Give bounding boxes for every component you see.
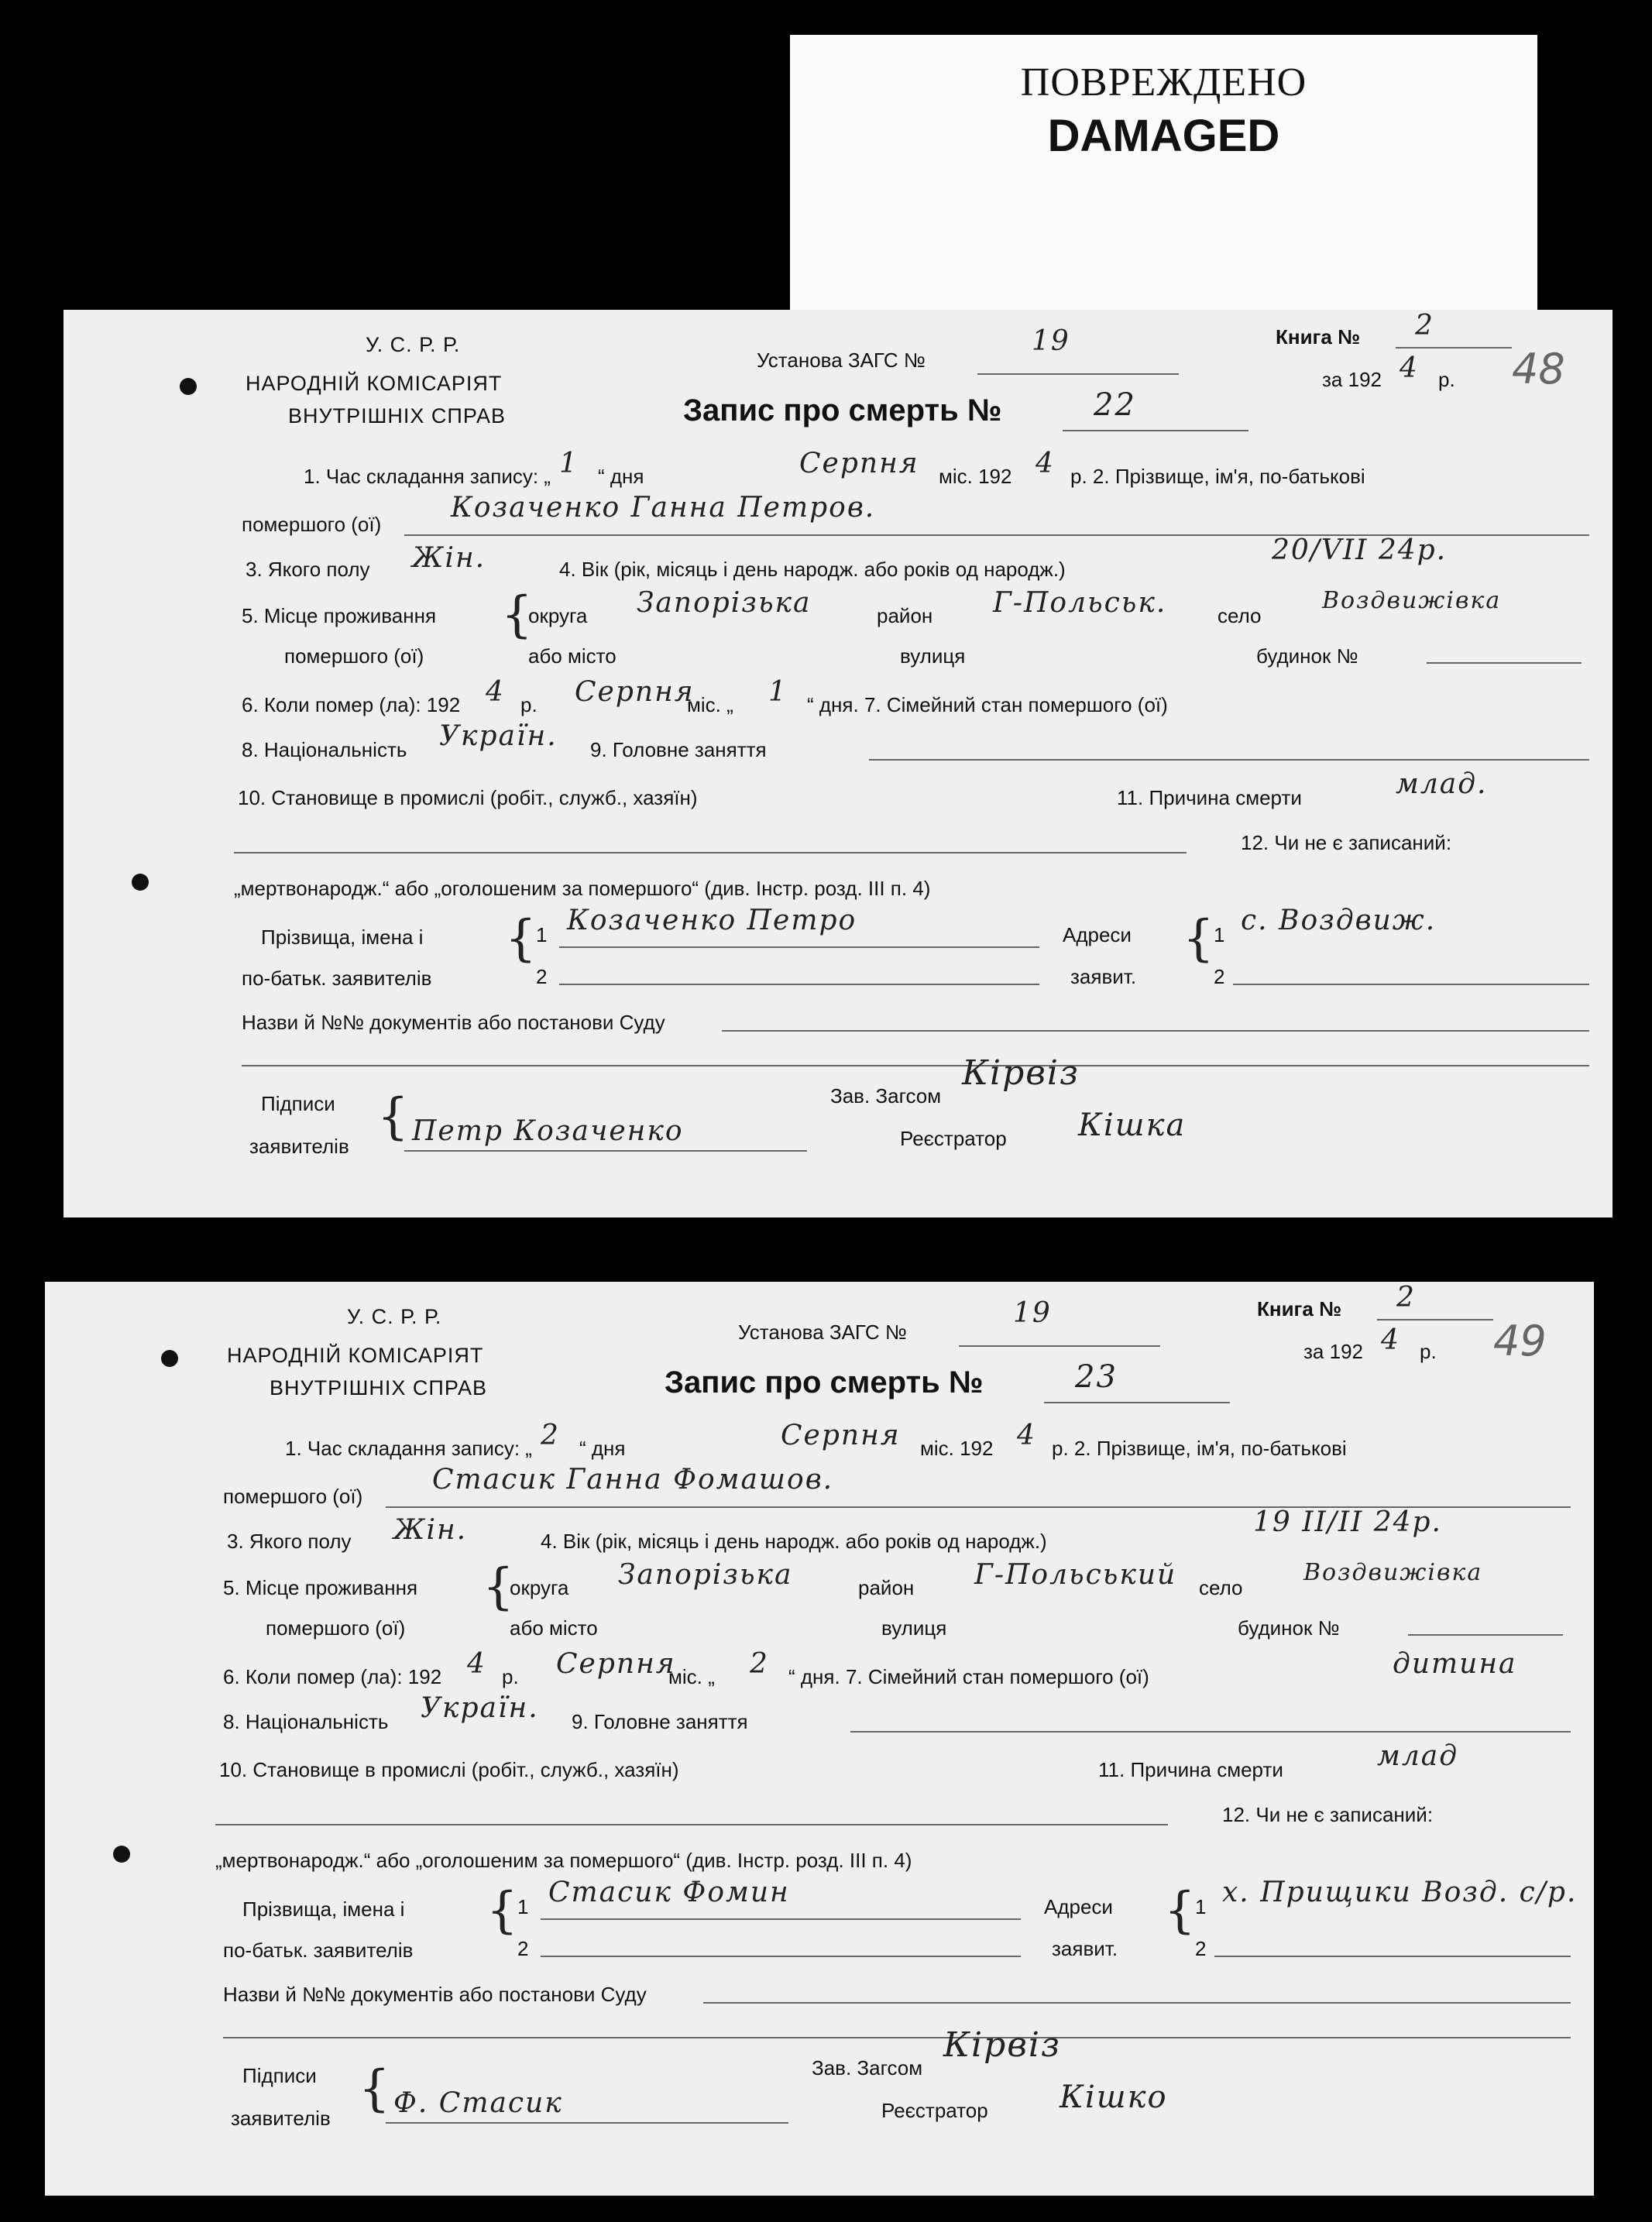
brace: {: [505, 910, 537, 967]
field-label: Реєстратор: [900, 1127, 1007, 1150]
field-label: 1: [536, 923, 548, 946]
brace: {: [359, 2060, 390, 2117]
field-label: р. 2. Прізвище, ім'я, по-батькові: [1070, 465, 1365, 488]
death-cause: млад: [1377, 1740, 1459, 1772]
commissariat-label: НАРОДНІЙ КОМІСАРІЯТ: [246, 372, 503, 395]
underline: [1396, 347, 1512, 349]
book-label: Книга №: [1276, 325, 1361, 349]
field-label: 5. Місце проживання: [242, 604, 437, 627]
field-label: 11. Причина смерти: [1117, 786, 1302, 809]
field-label: район: [877, 604, 933, 627]
field-label: село: [1218, 604, 1262, 627]
year-label: за 192: [1322, 368, 1382, 391]
underline: [541, 1956, 1021, 1957]
field-label: 10. Становище в промислі (робіт., служб., хазяїн): [219, 1758, 679, 1781]
field-label: Назви й №№ документів або постанови Суду: [223, 1983, 647, 2006]
zags-value: 19: [1032, 325, 1070, 357]
punch-hole: [132, 874, 149, 891]
field-label: 1. Час складання запису: „: [285, 1437, 532, 1460]
field-label: вулиця: [881, 1616, 947, 1640]
record-day: 2: [541, 1420, 560, 1451]
field-label: заявит.: [1070, 965, 1137, 988]
age-value: 20/VII 24р.: [1272, 534, 1448, 566]
underline: [1427, 662, 1582, 664]
underline: [541, 1918, 1021, 1920]
death-month: Серпня: [556, 1648, 676, 1680]
field-label: помершого (ої): [266, 1616, 406, 1640]
age-value: 19 II/II 24р.: [1253, 1506, 1443, 1538]
record-month: Серпня: [799, 448, 919, 479]
applicant-address: х. Прищики Возд. с/р.: [1222, 1877, 1578, 1908]
book-value: 2: [1396, 1282, 1416, 1314]
selo-value: Воздвижівка: [1322, 587, 1502, 614]
year-suffix: р.: [1420, 1340, 1437, 1363]
death-day: 2: [750, 1648, 769, 1680]
field-label: міс. 192: [939, 465, 1012, 488]
registrar-signature: Кішка: [1078, 1108, 1187, 1143]
applicant-address: с. Воздвиж.: [1241, 905, 1437, 936]
underline: [404, 1150, 807, 1152]
field-label: по-батьк. заявителів: [223, 1939, 414, 1962]
field-label: заявителів: [231, 2107, 331, 2130]
field-label: 3. Якого полу: [246, 558, 370, 581]
selo-value: Воздвижівка: [1303, 1559, 1483, 1586]
field-label: помершого (ої): [223, 1485, 363, 1508]
field-label: будинок №: [1238, 1616, 1340, 1640]
field-label: “ дня. 7. Сімейний стан помершого (ої): [807, 693, 1168, 716]
death-day: 1: [768, 676, 788, 708]
underline: [242, 1065, 1589, 1066]
field-label: 11. Причина смерти: [1098, 1758, 1283, 1781]
field-label: міс. „: [687, 693, 733, 716]
record-number: 23: [1075, 1359, 1118, 1395]
field-label: міс. „: [668, 1665, 715, 1688]
underline: [977, 373, 1179, 375]
field-label: помершого (ої): [284, 644, 424, 668]
death-month: Серпня: [575, 676, 695, 708]
field-label: 8. Національність: [242, 738, 407, 761]
field-label: Зав. Загсом: [812, 2056, 923, 2079]
applicant-name: Стасик Фомин: [548, 1877, 790, 1908]
field-label: р. 2. Прізвище, ім'я, по-батькові: [1052, 1437, 1347, 1460]
field-label: округа: [528, 604, 588, 627]
applicant-signature: Ф. Стасик: [393, 2087, 563, 2119]
year-suffix: р.: [1438, 368, 1455, 391]
field-label: вулиця: [900, 644, 966, 668]
underline: [1233, 984, 1589, 985]
underline: [1044, 1402, 1230, 1403]
field-label: 12. Чи не є записаний:: [1222, 1803, 1434, 1826]
zags-label: Установа ЗАГС №: [757, 349, 926, 372]
field-label: 9. Головне заняття: [590, 738, 767, 761]
zags-label: Установа ЗАГС №: [738, 1320, 907, 1344]
year-value: 4: [1381, 1324, 1400, 1356]
year-value: 4: [1400, 352, 1419, 384]
applicant-signature: Петр Козаченко: [412, 1115, 684, 1147]
field-label: заявит.: [1052, 1937, 1118, 1960]
field-label: Адреси: [1044, 1895, 1113, 1918]
department-label: ВНУТРІШНІХ СПРАВ: [270, 1376, 488, 1399]
okruga-value: Запорізька: [618, 1559, 793, 1591]
record-number: 22: [1094, 387, 1136, 423]
record-month: Серпня: [781, 1420, 901, 1451]
underline: [559, 984, 1039, 985]
field-label: по-батьк. заявителів: [242, 967, 432, 990]
field-label: будинок №: [1256, 644, 1358, 668]
rayon-value: Г-Польськ.: [993, 587, 1167, 619]
field-label: “ дня: [598, 465, 644, 488]
book-label: Книга №: [1257, 1297, 1342, 1320]
field-label: 4. Вік (рік, місяць і день народж. або років од народж.): [559, 558, 1066, 581]
field-label: 8. Національність: [223, 1710, 389, 1733]
nationality-value: Україн.: [439, 720, 558, 752]
underline: [386, 2122, 788, 2124]
record-day: 1: [559, 448, 579, 479]
registrar-signature: Кішко: [1060, 2079, 1168, 2115]
field-label: район: [858, 1576, 915, 1599]
punch-hole: [113, 1846, 130, 1863]
field-label: 4. Вік (рік, місяць і день народж. або років од народж.): [541, 1530, 1047, 1553]
field-label: 1: [1214, 923, 1225, 946]
record-title: Запис про смерть №: [683, 393, 1002, 428]
damaged-stamp: [790, 35, 1537, 325]
field-label: Назви й №№ документів або постанови Суду: [242, 1011, 665, 1034]
field-label: Зав. Загсом: [830, 1084, 942, 1108]
underline: [1408, 1634, 1563, 1636]
field-label: село: [1199, 1576, 1243, 1599]
underline: [1377, 1319, 1493, 1320]
head-signature: Кірвіз: [962, 1053, 1080, 1093]
field-label: 2: [1195, 1937, 1207, 1960]
record-year: 4: [1017, 1420, 1036, 1451]
field-label: 1: [517, 1895, 529, 1918]
brace: {: [483, 1558, 514, 1616]
field-label: 2: [536, 965, 548, 988]
underline: [1214, 1956, 1571, 1957]
field-label: округа: [510, 1576, 569, 1599]
rayon-value: Г-Польський: [974, 1559, 1177, 1591]
field-label: „мертвонародж.“ або „оголошеним за помершого“ (див. Інстр. розд. III п. 4): [234, 877, 931, 900]
commissariat-label: НАРОДНІЙ КОМІСАРІЯТ: [227, 1344, 484, 1367]
underline: [722, 1030, 1589, 1032]
field-label: Прізвища, імена і: [261, 926, 424, 949]
deceased-name: Козаченко Ганна Петров.: [451, 492, 876, 524]
sex-value: Жін.: [412, 542, 486, 574]
family-status: дитина: [1393, 1648, 1517, 1680]
stamp-line-ukrainian: ПОВРЕЖДЕНО: [1020, 60, 1307, 105]
field-label: 6. Коли помер (ла): 192: [242, 693, 461, 716]
field-label: 10. Становище в промислі (робіт., служб., хазяїн): [238, 786, 698, 809]
field-label: міс. 192: [920, 1437, 994, 1460]
year-label: за 192: [1303, 1340, 1363, 1363]
field-label: 2: [1214, 965, 1225, 988]
brace: {: [486, 1882, 518, 1939]
underline: [850, 1731, 1571, 1733]
field-label: Підписи: [242, 2064, 317, 2087]
field-label: Реєстратор: [881, 2099, 988, 2122]
field-label: заявителів: [249, 1135, 349, 1158]
field-label: або місто: [528, 644, 616, 668]
punch-hole: [180, 378, 197, 395]
applicant-name: Козаченко Петро: [567, 905, 857, 936]
brace: {: [377, 1088, 409, 1145]
underline: [215, 1824, 1168, 1825]
zags-value: 19: [1013, 1297, 1052, 1329]
field-label: 5. Місце проживання: [223, 1576, 418, 1599]
brace: {: [501, 586, 533, 644]
deceased-name: Стасик Ганна Фомашов.: [432, 1464, 834, 1496]
brace: {: [1164, 1882, 1196, 1939]
ussr-label: У. С. Р. Р.: [366, 333, 461, 356]
underline: [959, 1345, 1160, 1347]
field-label: Підписи: [261, 1092, 335, 1115]
record-title: Запис про смерть №: [665, 1365, 984, 1399]
underline: [559, 946, 1039, 948]
field-label: Адреси: [1063, 923, 1132, 946]
field-label: помершого (ої): [242, 513, 382, 536]
field-label: “ дня. 7. Сімейний стан помершого (ої): [788, 1665, 1149, 1688]
underline: [703, 2002, 1571, 2004]
field-label: „мертвонародж.“ або „оголошеним за помершого“ (див. Інстр. розд. III п. 4): [215, 1849, 912, 1872]
death-cause: млад.: [1396, 768, 1488, 800]
underline: [223, 2037, 1571, 2038]
field-label: р.: [502, 1665, 519, 1688]
field-label: 12. Чи не є записаний:: [1241, 831, 1452, 854]
head-signature: Кірвіз: [943, 2025, 1061, 2065]
nationality-value: Україн.: [421, 1692, 539, 1724]
field-label: 6. Коли помер (ла): 192: [223, 1665, 442, 1688]
book-value: 2: [1415, 310, 1434, 342]
field-label: 1: [1195, 1895, 1207, 1918]
page-number: 48: [1512, 345, 1565, 393]
page-number: 49: [1493, 1317, 1547, 1365]
record-year: 4: [1036, 448, 1055, 479]
death-record-card: [64, 310, 1613, 1217]
field-label: 3. Якого полу: [227, 1530, 352, 1553]
field-label: 1. Час складання запису: „: [304, 465, 551, 488]
field-label: 9. Головне заняття: [572, 1710, 748, 1733]
death-year: 4: [486, 676, 505, 708]
field-label: або місто: [510, 1616, 598, 1640]
underline: [869, 759, 1589, 761]
death-record-card: [45, 1282, 1594, 2196]
punch-hole: [161, 1350, 178, 1367]
field-label: р.: [520, 693, 538, 716]
field-label: “ дня: [579, 1437, 626, 1460]
okruga-value: Запорізька: [637, 587, 812, 619]
field-label: Прізвища, імена і: [242, 1897, 405, 1921]
brace: {: [1183, 910, 1214, 967]
underline: [234, 852, 1187, 853]
ussr-label: У. С. Р. Р.: [347, 1305, 442, 1328]
underline: [1063, 430, 1248, 431]
sex-value: Жін.: [393, 1514, 468, 1546]
department-label: ВНУТРІШНІХ СПРАВ: [288, 404, 507, 428]
field-label: 2: [517, 1937, 529, 1960]
stamp-line-english: DAMAGED: [1047, 111, 1280, 161]
death-year: 4: [467, 1648, 486, 1680]
